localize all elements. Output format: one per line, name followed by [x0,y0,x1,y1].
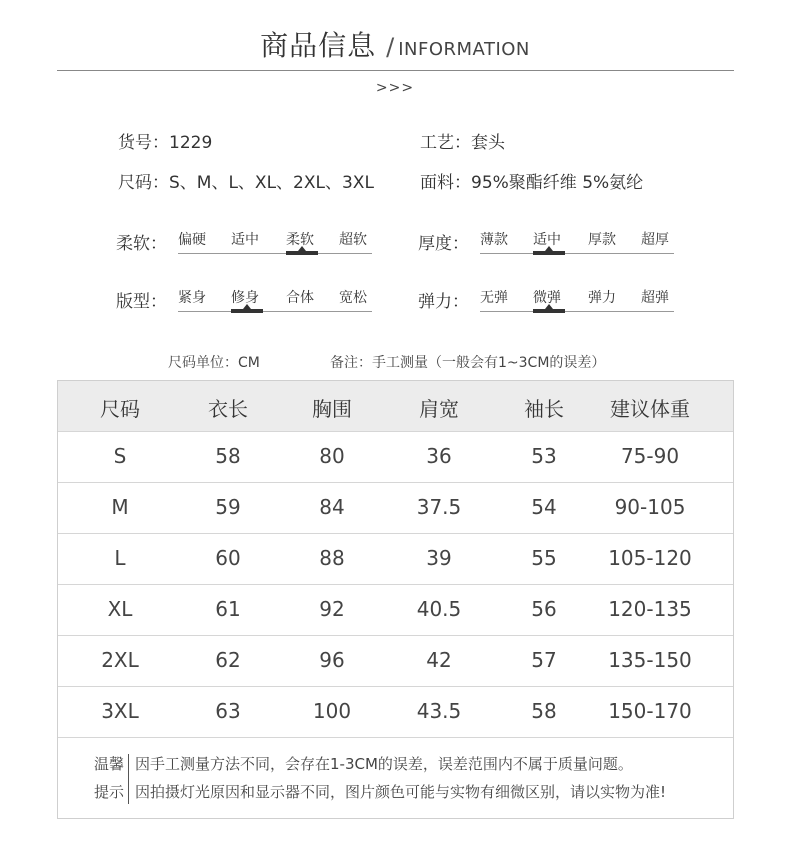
rating-fit [116,287,376,317]
header-cell: 肩宽 [419,397,459,421]
rating-scale [178,229,372,259]
selected-marker [286,251,318,255]
header-cell: 袖长 [524,397,564,421]
table-cell: M [111,495,129,519]
title-chinese: 商品信息 [260,29,377,62]
table-cell: 2XL [101,648,139,672]
table-cell: 57 [531,648,557,672]
header-cell: 尺码 [100,397,140,421]
table-cell: 63 [215,699,241,723]
tips-label-line: 提示 [93,783,124,801]
table-cell: 43.5 [416,699,462,723]
option: 柔软 [286,232,314,248]
table-cell: 60 [215,546,241,570]
option: 微弹 [533,290,561,306]
table-header [58,381,733,431]
title-separator: / [386,33,395,61]
option: 紧身 [178,290,206,306]
tips-label [92,750,126,806]
table-cell: 150-170 [608,699,692,723]
option: 合体 [286,290,314,306]
table-cell: 135-150 [608,648,692,672]
option: 无弹 [480,290,508,306]
option: 宽松 [339,290,367,306]
table-row [58,533,733,585]
tip-line-1: 因手工测量方法不同，会存在1-3CM的误差，误差范围内不属于质量问题。 [135,755,633,773]
table-cell: 53 [531,444,557,468]
table-cell: 105-120 [608,546,692,570]
option: 超弹 [641,290,669,306]
table-cell: 37.5 [416,495,462,519]
scale-line [178,311,372,312]
table-cell: 56 [531,597,557,621]
header-cell: 衣长 [208,397,248,421]
rating-softness [116,229,376,259]
craft-info: 工艺：套头 [420,133,505,153]
title-english: INFORMATION [398,39,530,60]
table-cell: 55 [531,546,557,570]
table-cell: 84 [319,495,345,519]
size-unit-note: 尺码单位：CM [168,355,260,371]
header-cell: 建议体重 [610,397,690,421]
option: 弹力 [588,290,616,306]
page-title [0,24,790,64]
arrows-decoration: >>> [375,80,415,96]
table-cell: 62 [215,648,241,672]
size-table [57,380,734,819]
table-cell: 61 [215,597,241,621]
selected-marker [533,309,565,313]
rating-stretch [418,287,678,317]
option: 超软 [339,232,367,248]
option: 适中 [231,232,259,248]
table-row [58,431,733,483]
selected-marker [533,251,565,255]
table-cell: 96 [319,648,345,672]
rating-scale [178,287,372,317]
table-row [58,635,733,687]
header-cell: 胸围 [312,397,352,421]
rating-label: 厚度： [418,234,469,254]
item-number: 货号：1229 [118,133,213,153]
rating-scale [480,229,674,259]
table-cell: 80 [319,444,345,468]
table-cell: 54 [531,495,557,519]
option: 厚款 [588,232,616,248]
tip-line-2: 因拍摄灯光原因和显示器不同，图片颜色可能与实物有细微区别，请以实物为准! [135,783,667,801]
table-row [58,686,733,738]
table-cell: 40.5 [416,597,462,621]
tips-label-line: 温馨 [93,755,124,773]
table-cell: 39 [426,546,452,570]
option: 薄款 [480,232,508,248]
table-cell: XL [107,597,133,621]
rating-thickness [418,229,678,259]
table-cell: 100 [312,699,352,723]
rating-label: 版型： [116,292,167,312]
rating-scale [480,287,674,317]
rating-label: 柔软： [116,234,167,254]
table-cell: 88 [319,546,345,570]
title-divider [57,70,734,71]
table-cell: 58 [215,444,241,468]
rating-label: 弹力： [418,292,469,312]
fabric-info: 面料：95%聚酯纤维 5%氨纶 [420,173,644,193]
table-cell: 92 [319,597,345,621]
table-cell: 36 [426,444,452,468]
table-cell: 58 [531,699,557,723]
table-cell: 59 [215,495,241,519]
tips-divider [128,754,129,804]
table-cell: 120-135 [608,597,692,621]
scale-line [480,253,674,254]
option: 超厚 [641,232,669,248]
measurement-remark: 备注：手工测量（一般会有1~3CM的误差） [330,355,606,371]
table-cell: S [113,444,127,468]
option: 适中 [533,232,561,248]
table-cell: L [114,546,126,570]
table-cell: 3XL [101,699,139,723]
scale-line [480,311,674,312]
table-cell: 75-90 [620,444,680,468]
tips-section [58,737,733,820]
table-row [58,584,733,636]
table-cell: 42 [426,648,452,672]
selected-marker [231,309,263,313]
scale-line [178,253,372,254]
option: 修身 [231,290,259,306]
option: 偏硬 [178,232,206,248]
sizes-info: 尺码：S、M、L、XL、2XL、3XL [118,173,374,193]
table-row [58,482,733,534]
table-cell: 90-105 [614,495,686,519]
